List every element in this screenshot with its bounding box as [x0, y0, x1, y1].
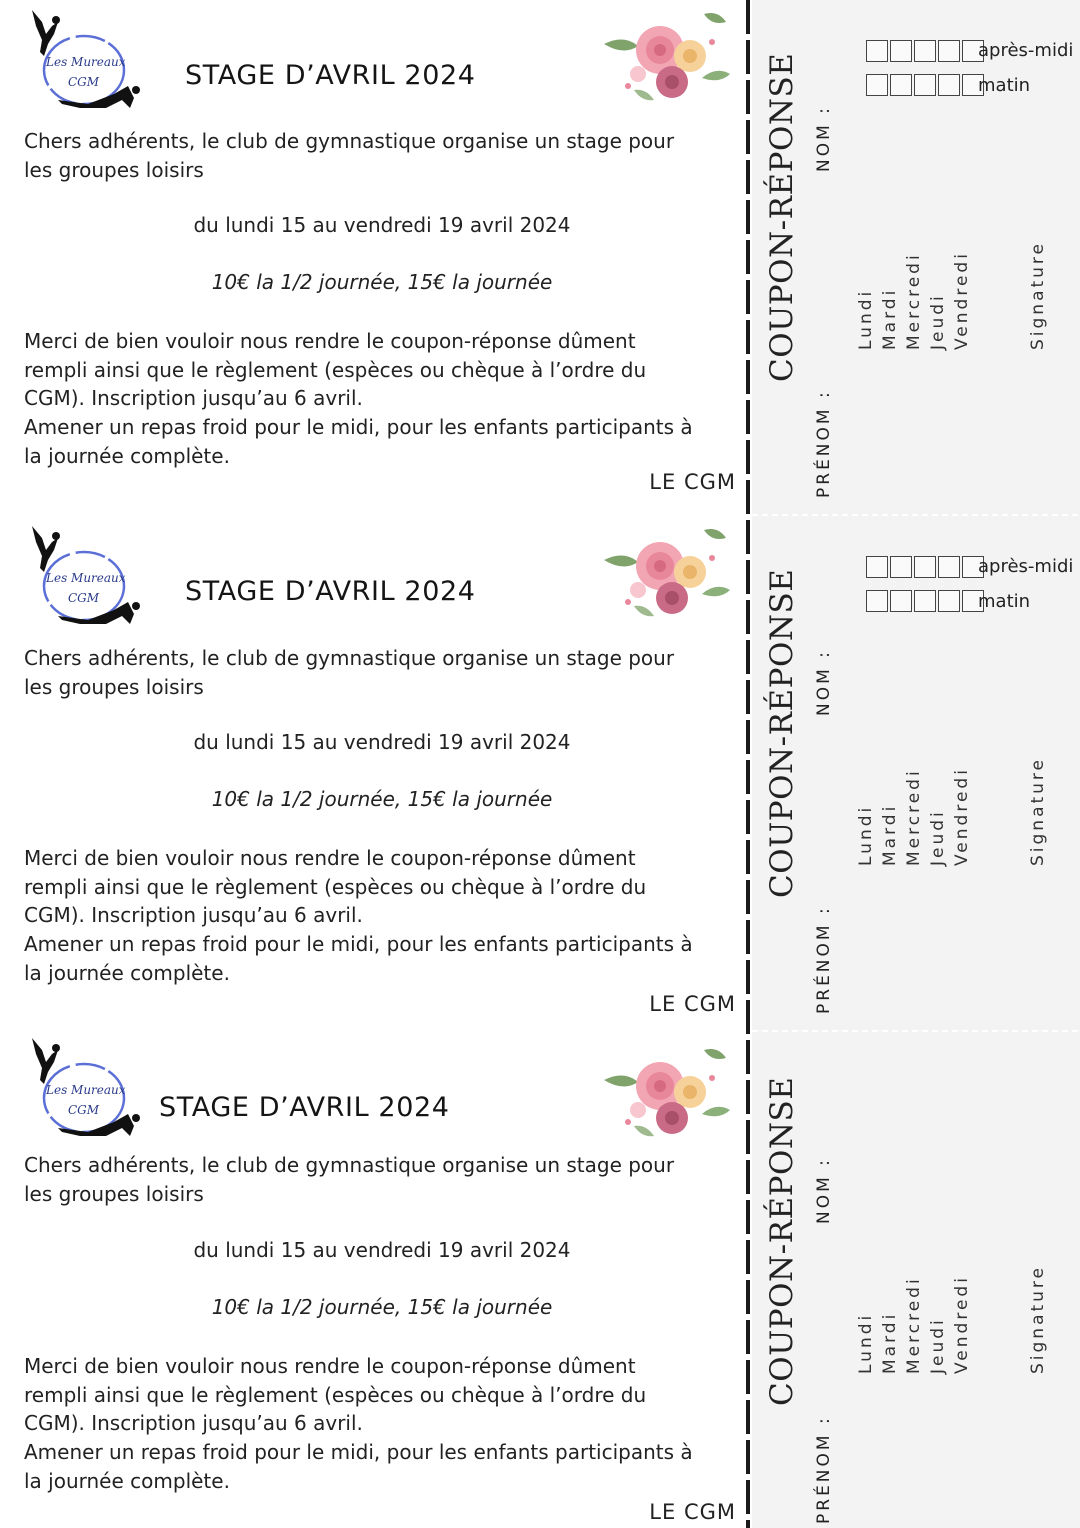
checkbox[interactable]	[866, 590, 888, 612]
checkbox[interactable]	[914, 556, 936, 578]
coupon-1	[752, 0, 1080, 510]
body-line: Amener un repas froid pour le midi, pour les enfants participants à	[24, 415, 693, 440]
logo-text-line2: CGM	[68, 591, 100, 605]
checkbox-row-apres-midi	[866, 556, 986, 578]
coupon-2	[752, 516, 1080, 1026]
logo-text-line1: Les Mureaux	[46, 55, 126, 69]
checkbox-row-apres-midi	[866, 40, 986, 62]
body-line: rempli ainsi que le règlement (espèces ou chèque à l’ordre du	[24, 874, 647, 899]
day-label-mercredi: Mercredi	[904, 1276, 924, 1374]
apres-midi-label: après-midi	[978, 556, 1074, 577]
apres-midi-label: après-midi	[978, 40, 1074, 61]
signature-label: Signature	[1028, 756, 1048, 866]
logo-text-line1: Les Mureaux	[46, 571, 126, 585]
checkbox[interactable]	[890, 590, 912, 612]
body-text	[24, 844, 736, 988]
checkbox[interactable]	[914, 74, 936, 96]
flower-decoration	[594, 520, 736, 624]
intro-line: les groupes loisirs	[24, 157, 204, 182]
intro-text	[24, 1151, 736, 1208]
dates-text: du lundi 15 au vendredi 19 avril 2024	[193, 1238, 571, 1262]
body-text	[24, 327, 736, 471]
body-line: rempli ainsi que le règlement (espèces ou chèque à l’ordre du	[24, 357, 647, 382]
day-label-jeudi: Jeudi	[928, 1317, 948, 1374]
intro-line: Chers adhérents, le club de gymnastique organise un stage pour	[24, 646, 675, 670]
checkbox-row-matin	[866, 74, 986, 96]
club-logo	[18, 520, 142, 630]
logo-text-line2: CGM	[68, 75, 100, 89]
dates-text: du lundi 15 au vendredi 19 avril 2024	[193, 730, 571, 754]
prenom-label: PRÉNOM :	[814, 1415, 834, 1524]
body-line: la journée complète.	[24, 960, 230, 985]
body-line: la journée complète.	[24, 1468, 230, 1493]
day-label-lundi: Lundi	[856, 804, 876, 866]
flower-decoration	[594, 4, 736, 108]
day-label-mardi: Mardi	[880, 287, 900, 350]
checkbox[interactable]	[938, 74, 960, 96]
checkbox[interactable]	[938, 556, 960, 578]
body-text	[24, 1352, 736, 1496]
checkbox[interactable]	[914, 40, 936, 62]
dates-text: du lundi 15 au vendredi 19 avril 2024	[193, 213, 571, 237]
body-line: CGM). Inscription jusqu’au 6 avril.	[24, 1411, 363, 1436]
coupon-title: COUPON-RÉPONSE	[764, 568, 800, 898]
day-label-lundi: Lundi	[856, 1312, 876, 1374]
prenom-label: PRÉNOM :	[814, 389, 834, 498]
body-line: Amener un repas froid pour le midi, pour les enfants participants à	[24, 1440, 693, 1465]
day-label-jeudi: Jeudi	[928, 293, 948, 350]
body-line: la journée complète.	[24, 443, 230, 468]
logo-text-line1: Les Mureaux	[46, 1083, 126, 1097]
checkbox[interactable]	[890, 556, 912, 578]
signature-text: LE CGM	[649, 1500, 736, 1524]
flyer-1	[0, 0, 746, 514]
intro-text	[24, 127, 736, 184]
coupon-title: COUPON-RÉPONSE	[764, 1076, 800, 1406]
body-line: rempli ainsi que le règlement (espèces ou chèque à l’ordre du	[24, 1382, 647, 1407]
intro-text	[24, 644, 736, 701]
prenom-label: PRÉNOM :	[814, 905, 834, 1014]
checkbox-row-matin	[866, 590, 986, 612]
checkbox[interactable]	[866, 74, 888, 96]
signature-text: LE CGM	[649, 992, 736, 1016]
flyer-title: STAGE D’AVRIL 2024	[159, 1092, 450, 1123]
coupon-title: COUPON-RÉPONSE	[764, 52, 800, 382]
flyer-title: STAGE D’AVRIL 2024	[185, 60, 476, 91]
club-logo	[18, 4, 142, 114]
day-label-vendredi: Vendredi	[952, 1275, 972, 1374]
checkbox[interactable]	[938, 40, 960, 62]
signature-label: Signature	[1028, 240, 1048, 350]
checkbox[interactable]	[938, 590, 960, 612]
intro-line: Chers adhérents, le club de gymnastique organise un stage pour	[24, 1153, 675, 1177]
club-logo	[18, 1032, 142, 1142]
signature-label: Signature	[1028, 1264, 1048, 1374]
checkbox[interactable]	[914, 590, 936, 612]
nom-label: NOM :	[814, 105, 834, 172]
body-line: Merci de bien vouloir nous rendre le coupon-réponse dûment	[24, 846, 636, 870]
day-label-jeudi: Jeudi	[928, 809, 948, 866]
nom-label: NOM :	[814, 649, 834, 716]
logo-text-line2: CGM	[68, 1103, 100, 1117]
day-label-mercredi: Mercredi	[904, 768, 924, 866]
intro-line: Chers adhérents, le club de gymnastique organise un stage pour	[24, 129, 675, 153]
intro-line: les groupes loisirs	[24, 1181, 204, 1206]
flyer-title: STAGE D’AVRIL 2024	[185, 576, 476, 607]
signature-text: LE CGM	[649, 470, 736, 494]
matin-label: matin	[978, 591, 1031, 612]
price-text: 10€ la 1/2 journée, 15€ la journée	[211, 787, 553, 811]
intro-line: les groupes loisirs	[24, 674, 204, 699]
checkbox[interactable]	[866, 556, 888, 578]
body-line: Merci de bien vouloir nous rendre le coupon-réponse dûment	[24, 329, 636, 353]
flyer-2	[0, 516, 746, 1030]
body-line: CGM). Inscription jusqu’au 6 avril.	[24, 386, 363, 411]
day-label-mardi: Mardi	[880, 1311, 900, 1374]
day-label-mardi: Mardi	[880, 803, 900, 866]
day-label-lundi: Lundi	[856, 288, 876, 350]
day-label-vendredi: Vendredi	[952, 767, 972, 866]
flower-decoration	[594, 1040, 736, 1144]
coupon-3	[752, 1032, 1080, 1528]
body-line: CGM). Inscription jusqu’au 6 avril.	[24, 903, 363, 928]
day-label-mercredi: Mercredi	[904, 252, 924, 350]
checkbox[interactable]	[866, 40, 888, 62]
nom-label: NOM :	[814, 1157, 834, 1224]
flyer-3	[0, 1032, 746, 1528]
price-text: 10€ la 1/2 journée, 15€ la journée	[211, 270, 553, 294]
day-label-vendredi: Vendredi	[952, 251, 972, 350]
price-text: 10€ la 1/2 journée, 15€ la journée	[211, 1295, 553, 1319]
checkbox[interactable]	[890, 74, 912, 96]
checkbox[interactable]	[890, 40, 912, 62]
body-line: Amener un repas froid pour le midi, pour les enfants participants à	[24, 932, 693, 957]
body-line: Merci de bien vouloir nous rendre le coupon-réponse dûment	[24, 1354, 636, 1378]
matin-label: matin	[978, 75, 1031, 96]
